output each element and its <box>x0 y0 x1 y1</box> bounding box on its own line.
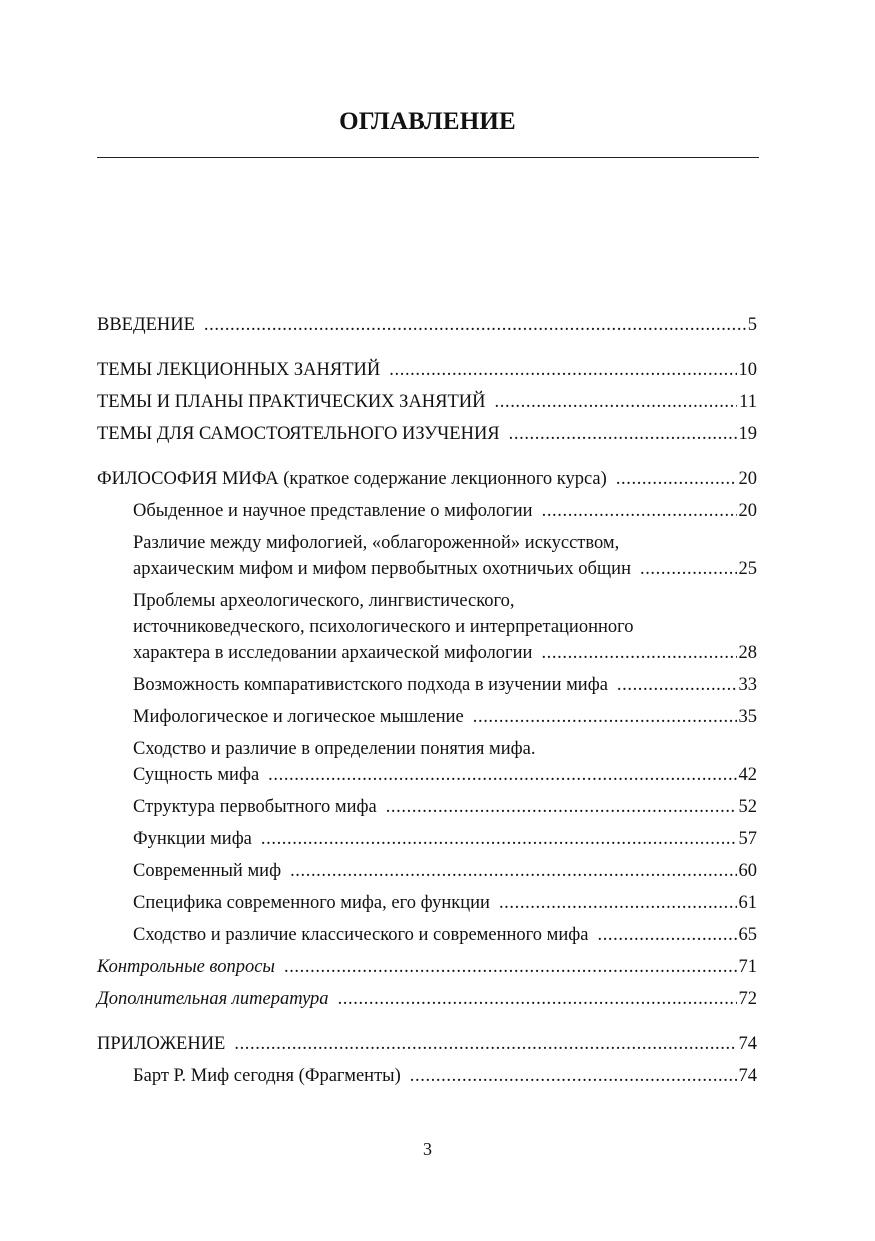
toc-entry[interactable] <box>97 736 757 788</box>
toc-entry-label: Барт Р. Миф сегодня (Фрагменты) <box>133 1066 401 1086</box>
toc-entry-row <box>133 672 757 698</box>
toc-entry-label: ПРИЛОЖЕНИЕ <box>97 1034 226 1054</box>
toc-entry-label-line: источниковедческого, психологического и интерпретационного <box>133 617 634 637</box>
dot-leader <box>616 466 737 492</box>
toc-entry-row <box>97 986 757 1012</box>
toc-entry-label: Сущность мифа <box>133 765 260 785</box>
toc-entry-page: 35 <box>738 707 757 727</box>
toc-entry[interactable] <box>97 826 757 852</box>
toc-entry-label: Сходство и различие классического и современного мифа <box>133 925 589 945</box>
toc-entry-row <box>97 389 757 415</box>
toc-entry-row <box>133 794 757 820</box>
toc-entry[interactable] <box>97 1031 757 1057</box>
toc-entry-row <box>133 890 757 916</box>
toc-entry-label: Контрольные вопросы <box>97 957 275 977</box>
toc-entry-page: 5 <box>747 315 757 335</box>
toc-entry-label: Структура первобытного мифа <box>133 797 377 817</box>
dot-leader <box>338 986 737 1012</box>
toc-entry-page: 20 <box>738 469 757 489</box>
toc-entry-page: 52 <box>738 797 757 817</box>
toc-entry-row <box>97 954 757 980</box>
toc-entry-row <box>97 466 757 492</box>
dot-leader <box>499 890 737 916</box>
toc-entry-page: 11 <box>739 392 757 412</box>
toc-entry-label: архаическим мифом и мифом первобытных охотничьих общин <box>133 559 631 579</box>
toc-entry-label: Современный миф <box>133 861 282 881</box>
toc-entry-page: 60 <box>738 861 757 881</box>
toc-entry-label: ТЕМЫ И ПЛАНЫ ПРАКТИЧЕСКИХ ЗАНЯТИЙ <box>97 392 486 412</box>
dot-leader <box>234 1031 736 1057</box>
dot-leader <box>290 858 736 884</box>
dot-leader <box>410 1063 737 1089</box>
toc-entry-label-line: Различие между мифологией, «облагороженной» искусством, <box>133 533 620 553</box>
toc-entry[interactable] <box>97 954 757 980</box>
dot-leader <box>386 794 737 820</box>
toc-entry[interactable] <box>97 421 757 447</box>
toc-entry-page: 42 <box>738 765 757 785</box>
toc-entry-page: 19 <box>738 424 757 444</box>
toc-entry[interactable] <box>97 704 757 730</box>
toc-entry-row <box>133 826 757 852</box>
toc-entry[interactable] <box>97 498 757 524</box>
toc-entry-page: 74 <box>738 1066 757 1086</box>
toc-entry[interactable] <box>97 858 757 884</box>
toc-entry[interactable] <box>97 986 757 1012</box>
toc-entry[interactable] <box>97 312 757 338</box>
toc-entry[interactable] <box>97 588 757 666</box>
dot-leader <box>204 312 746 338</box>
toc-entry[interactable] <box>97 357 757 383</box>
toc-entry-label: Дополнительная литература <box>97 989 329 1009</box>
toc-entry-label: Возможность компаративистского подхода в изучении мифа <box>133 675 608 695</box>
table-of-contents <box>97 312 757 1089</box>
dot-leader <box>473 704 737 730</box>
toc-entry[interactable] <box>97 530 757 582</box>
toc-entry-row <box>133 498 757 524</box>
toc-entry-page: 57 <box>738 829 757 849</box>
toc-entry-label: Функции мифа <box>133 829 252 849</box>
toc-entry-label: ТЕМЫ ЛЕКЦИОННЫХ ЗАНЯТИЙ <box>97 360 381 380</box>
toc-entry-label: Обыденное и научное представление о мифологии <box>133 501 533 521</box>
dot-leader <box>509 421 737 447</box>
toc-entry[interactable] <box>97 922 757 948</box>
dot-leader <box>284 954 737 980</box>
toc-entry-page: 20 <box>738 501 757 521</box>
toc-entry-label: ВВЕДЕНИЕ <box>97 315 195 335</box>
page-number: 3 <box>423 1139 432 1159</box>
dot-leader <box>597 922 736 948</box>
title-divider <box>97 157 759 158</box>
toc-entry-row <box>97 421 757 447</box>
toc-entry-row <box>133 922 757 948</box>
toc-entry[interactable] <box>97 389 757 415</box>
toc-entry-page: 10 <box>738 360 757 380</box>
toc-entry-label: ФИЛОСОФИЯ МИФА (краткое содержание лекционного курса) <box>97 469 607 489</box>
dot-leader <box>261 826 737 852</box>
toc-entry[interactable] <box>97 672 757 698</box>
toc-entry-page: 61 <box>738 893 757 913</box>
toc-entry-row <box>133 1063 757 1089</box>
dot-leader <box>268 762 736 788</box>
dot-leader <box>542 498 737 524</box>
dot-leader <box>389 357 736 383</box>
page-title: ОГЛАВЛЕНИЕ <box>339 108 516 135</box>
dot-leader <box>617 672 737 698</box>
toc-entry-page: 28 <box>738 643 757 663</box>
toc-entry-page: 25 <box>738 559 757 579</box>
toc-entry-page: 65 <box>738 925 757 945</box>
toc-entry-label: Специфика современного мифа, его функции <box>133 893 490 913</box>
toc-entry-row <box>133 858 757 884</box>
toc-entry-label: Мифологическое и логическое мышление <box>133 707 464 727</box>
toc-entry-label-line: Сходство и различие в определении понятия мифа. <box>133 739 536 759</box>
toc-entry-row <box>97 312 757 338</box>
toc-entry-row <box>133 704 757 730</box>
dot-leader <box>495 389 738 415</box>
toc-entry-page: 74 <box>738 1034 757 1054</box>
toc-entry-row <box>97 357 757 383</box>
toc-entry-page: 71 <box>738 957 757 977</box>
dot-leader <box>541 640 736 666</box>
toc-entry-row <box>133 556 757 582</box>
toc-entry-label: характера в исследовании архаической мифологии <box>133 643 533 663</box>
toc-entry-label-line: Проблемы археологического, лингвистического, <box>133 591 515 611</box>
toc-entry-page: 72 <box>738 989 757 1009</box>
toc-entry[interactable] <box>97 794 757 820</box>
toc-entry-row <box>97 1031 757 1057</box>
toc-entry-label: ТЕМЫ ДЛЯ САМОСТОЯТЕЛЬНОГО ИЗУЧЕНИЯ <box>97 424 500 444</box>
toc-entry-row <box>133 762 757 788</box>
toc-entry-row <box>133 640 757 666</box>
toc-entry-page: 33 <box>738 675 757 695</box>
toc-entry[interactable] <box>97 890 757 916</box>
toc-entry[interactable] <box>97 466 757 492</box>
dot-leader <box>640 556 737 582</box>
toc-entry[interactable] <box>97 1063 757 1089</box>
